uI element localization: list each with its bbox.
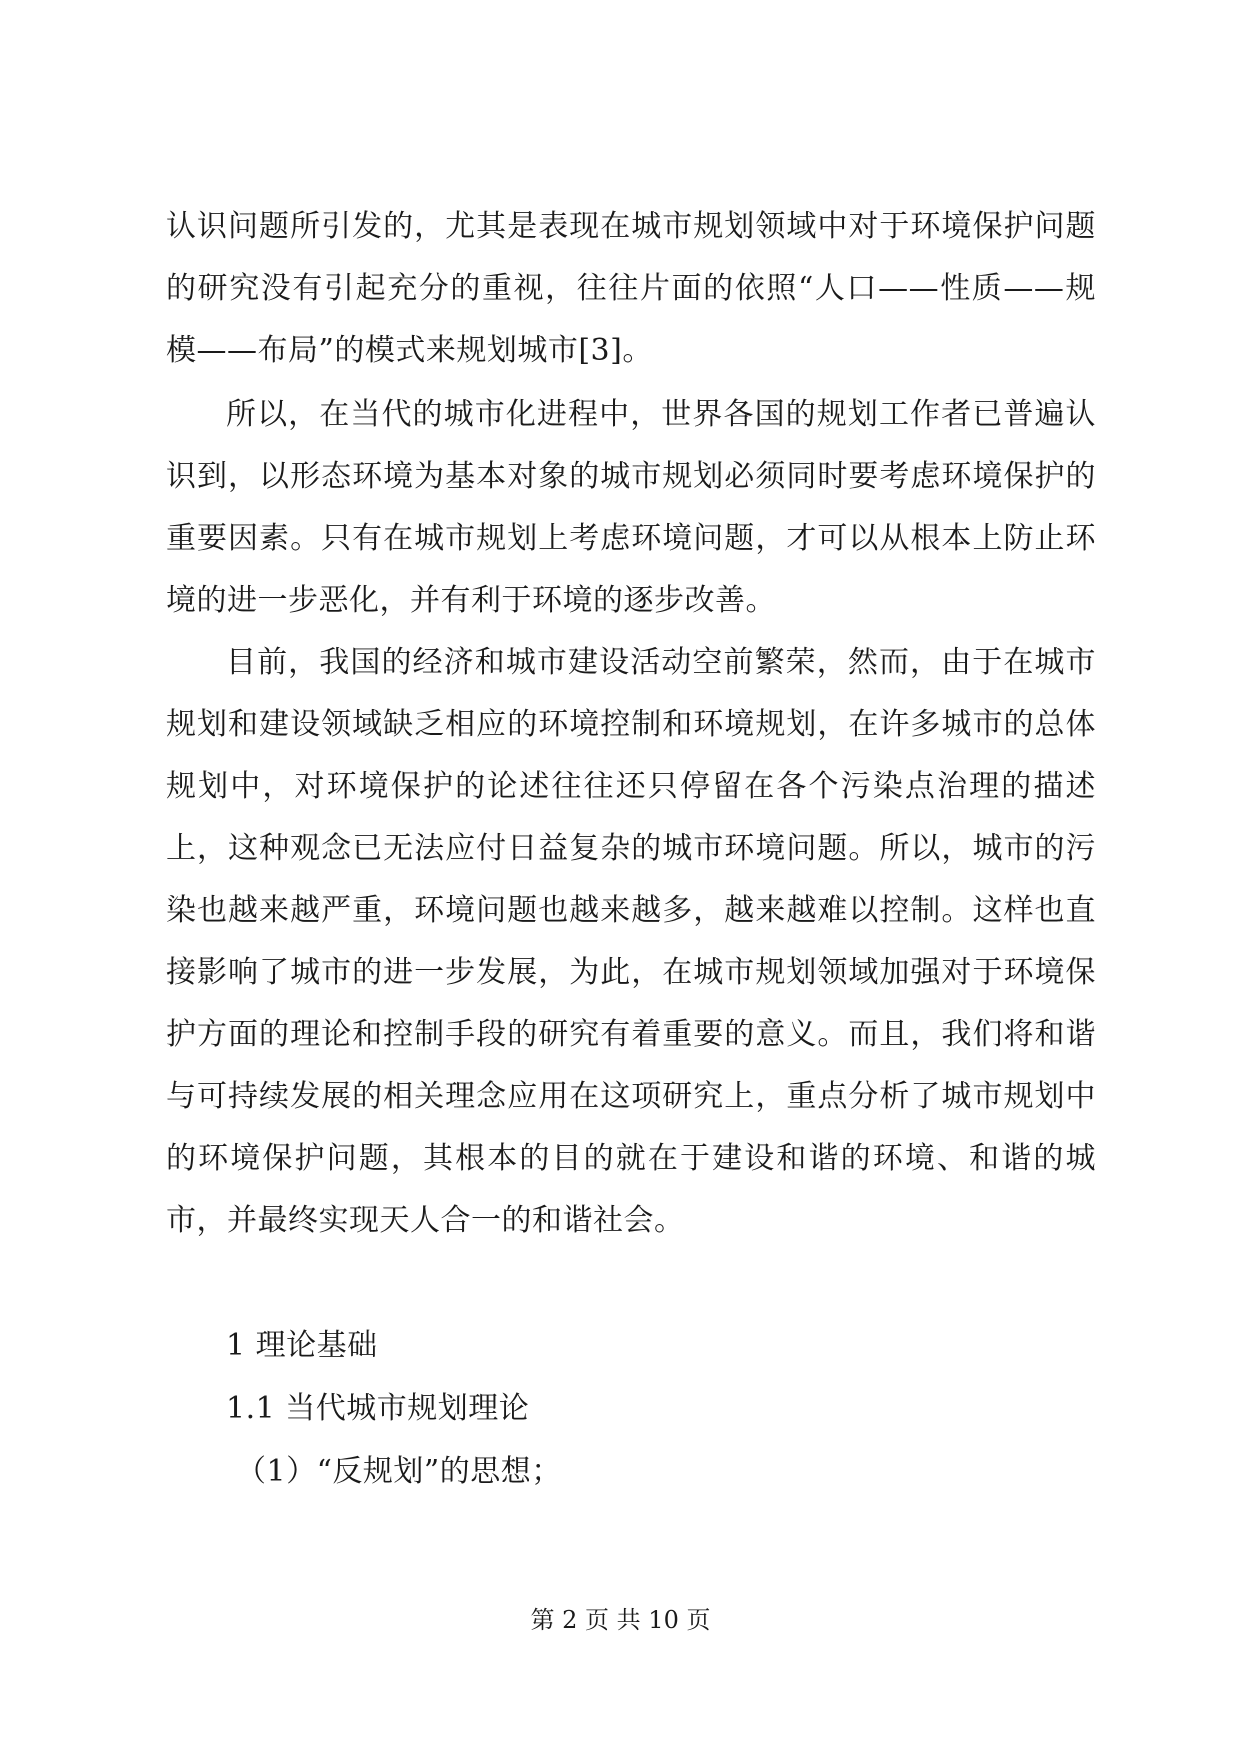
subsection-heading: 1.1 当代城市规划理论 — [226, 1391, 530, 1426]
paragraph — [166, 384, 1096, 632]
paragraph-continued — [166, 196, 1096, 382]
paragraph-text: 认识问题所引发的，尤其是表现在城市规划领域中对于环境保护问题的研究没有引起充分的重视，往往片面的依照“人口——性质——规模——布局”的模式来规划城市[3]。 — [166, 209, 1096, 368]
paragraph — [166, 632, 1096, 1252]
section-heading: 1 理论基础 — [226, 1328, 378, 1363]
paragraph-text: 目前，我国的经济和城市建设活动空前繁荣，然而，由于在城市规划和建设领域缺乏相应的环境控制和环境规划，在许多城市的总体规划中，对环境保护的论述往往还只停留在各个污染点治理的描述上，这种观念已无法应付日益复杂的城市环境问题。所以，城市的污染也越来越严重，环境问题也越来越多，越来越难以控制。这样也直接影响了城市的进一步发展，为此，在城市规划领域加强对于环境保护方面的理论和控制手段的研究有着重要的意义。而且，我们将和谐与可持续发展的相关理念应用在这项研究上，重点分析了城市规划中的环境保护问题，其根本的目的就在于建设和谐的环境、和谐的城市，并最终实现天人合一的和谐社会。 — [166, 645, 1096, 1238]
paragraph-text: 所以，在当代的城市化进程中，世界各国的规划工作者已普遍认识到，以形态环境为基本对象的城市规划必须同时要考虑环境保护的重要因素。只有在城市规划上考虑环境问题，才可以从根本上防止环境的进一步恶化，并有利于环境的逐步改善。 — [166, 397, 1096, 618]
page-footer: 第 2 页 共 10 页 — [530, 1606, 711, 1634]
list-item-heading: （1）“反规划”的思想； — [236, 1454, 562, 1489]
